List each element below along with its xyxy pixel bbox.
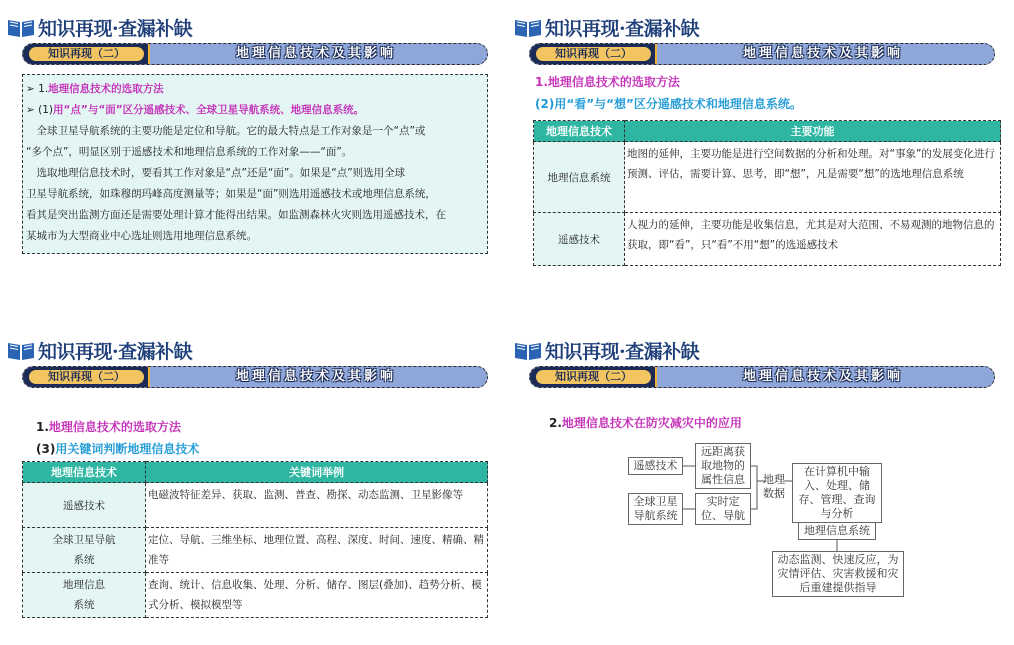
paragraph-line: 看其是突出监测方面还是需要处理计算才能得出结果。如监测森林火灾则选用遥感技术，在 [26,209,446,221]
node-rs-description: 远距离获取地物的属性信息 [695,443,751,489]
node-processing: 在计算机中输入、处理、储存、管理、查询与分析 [792,463,882,523]
node-result: 动态监测、快速反应，为灾情评估、灾害救援和灾后重建提供指导 [772,551,904,597]
section-title: 地理信息技术及其影响 [742,46,903,61]
node-gnss: 全球卫星导航系统 [628,493,683,525]
paragraph-line: 选取地理信息技术时，要看其工作对象是“点”还是“面”。如果是“点”则选用全球 [26,167,406,179]
heading-1: 2.地理信息技术在防灾减灾中的应用 [549,416,742,430]
table-row: 地理信息系统 地图的延伸，主要功能是进行空间数据的分析和处理。对“事象”的发展变化进行预测、评估，需要计算、思考，即“想”，凡是需要“想”的选地理信息系统 [534,142,1001,213]
paragraph-line: 全球卫星导航系统的主要功能是定位和导航。它的最大特点是工作对象是一个“点”或 [26,125,426,137]
content-box [22,74,488,254]
heading-2: (2)用“看”与“想”区分遥感技术和地理信息系统。 [535,97,802,111]
table-row: 遥感技术 电磁波特征差异、获取、监测、普查、勘探、动态监测、卫星影像等 [23,483,488,528]
slide-header [513,14,699,40]
function-table [533,120,1001,266]
book-icon [6,16,36,38]
book-icon [6,339,36,361]
section-tag: 知识再现（二） [530,44,657,64]
heading-1: 1.地理信息技术的选取方法 [36,420,181,434]
paragraph-line: 卫星导航系统，如珠穆朗玛峰高度测量等；如果是“面”则选用遥感技术或地理信息系统， [26,188,436,200]
node-gnss-description: 实时定位、导航 [695,493,751,525]
slide-title: 知识再现·查漏补缺 [38,17,193,40]
node-remote-sensing: 遥感技术 [628,457,683,475]
section-tag: 知识再现（二） [530,367,657,387]
slide-title: 知识再现·查漏补缺 [545,340,700,363]
section-title: 地理信息技术及其影响 [742,369,903,384]
paragraph-line: “多个点”，明显区别于遥感技术和地理信息系统的工作对象——“面”。 [26,146,353,158]
slide-header [6,337,192,363]
section-tag: 知识再现（二） [23,367,150,387]
paragraph-line: 某城市为大型商业中心选址则选用地理信息系统。 [26,230,257,242]
section-tag: 知识再现（二） [23,44,150,64]
section-title: 地理信息技术及其影响 [235,369,396,384]
heading-2: ➢ (1)用“点”与“面”区分遥感技术、全球卫星导航系统、地理信息系统。 [26,104,365,116]
table-header: 地理信息技术 [23,462,146,483]
label-geo-data: 地理数据 [763,473,785,500]
heading-1: 1.地理信息技术的选取方法 [535,75,680,89]
section-bar [22,366,488,388]
slide-title: 知识再现·查漏补缺 [545,17,700,40]
slide-panel-2 [507,0,1014,322]
slide-panel-3 [0,323,507,645]
section-bar [22,43,488,65]
slide-header [6,14,192,40]
heading-2: (3)用关键词判断地理信息技术 [36,442,200,456]
keyword-table [22,461,488,618]
slide-title: 知识再现·查漏补缺 [38,340,193,363]
node-gis: 地理信息系统 [798,522,876,540]
flow-diagram [507,323,1014,645]
book-icon [513,16,543,38]
table-header: 地理信息技术 [534,121,625,142]
section-title: 地理信息技术及其影响 [235,46,396,61]
slide-panel-1 [0,0,507,322]
table-row: 遥感技术 人视力的延伸，主要功能是收集信息，尤其是对大范围、不易观测的地物信息的获取，即“看”，只“看”不用“想”的选遥感技术 [534,213,1001,266]
heading-1: ➢ 1.地理信息技术的选取方法 [26,83,164,95]
table-row: 地理信息系统 查询、统计、信息收集、处理、分析、储存、图层(叠加)、趋势分析、模式分析、模拟模型等 [23,573,488,618]
table-header: 主要功能 [625,121,1001,142]
table-header: 关键词举例 [146,462,488,483]
section-bar [529,43,995,65]
slide-panel-4 [507,323,1014,645]
table-row: 全球卫星导航系统 定位、导航、三维坐标、地理位置、高程、深度、时间、速度、精确、精准等 [23,528,488,573]
